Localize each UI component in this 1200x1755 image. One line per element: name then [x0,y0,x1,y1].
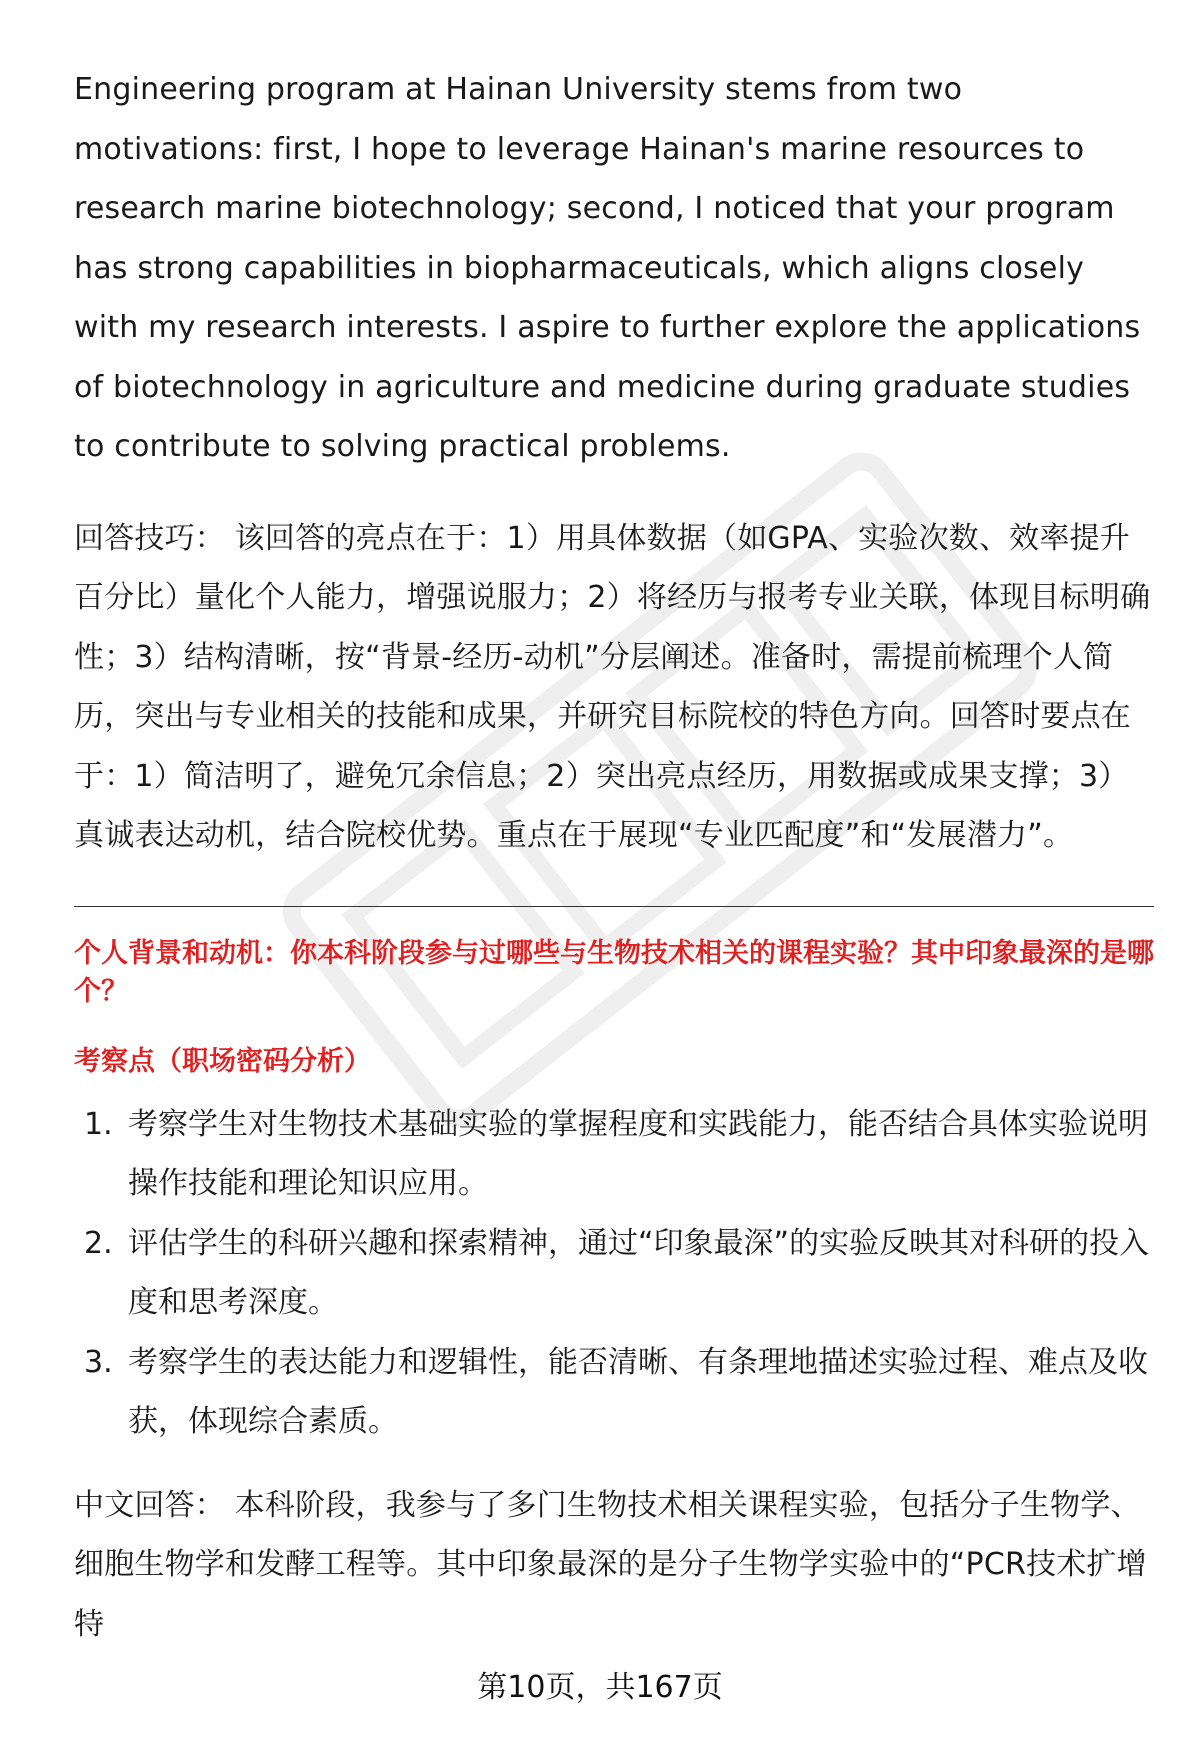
list-item-number: 3. [84,1344,113,1380]
question-title: 个人背景和动机：你本科阶段参与过哪些与生物技术相关的课程实验？其中印象最深的是哪个？ [74,937,1154,1007]
list-item [74,1333,1154,1452]
list-item-text: 考察学生对生物技术基础实验的掌握程度和实践能力，能否结合具体实验说明操作技能和理论知识应用。 [128,1106,1148,1201]
list-item-text: 考察学生的表达能力和逻辑性，能否清晰、有条理地描述实验过程、难点及收获，体现综合素质。 [128,1344,1148,1439]
assessment-list [74,1095,1154,1452]
tips-text: 该回答的亮点在于：1）用具体数据（如GPA、实验次数、效率提升百分比）量化个人能力，增强说服力；2）将经历与报考专业关联，体现目标明确性；3）结构清晰，按“背景-经历-动机”分层阐述。准备时，需提前梳理个人简历，突出与专业相关的技能和成果，并研究目标院校的特色方向。回答时要点在于：1）简洁明了，避免冗余信息；2）突出亮点经历，用数据或成果支撑；3）真诚表达动机，结合院校优势。重点在于展现“专业匹配度”和“发展潜力”。 [74,520,1151,853]
section-divider [74,906,1154,907]
intro-paragraph: Engineering program at Hainan University stems from two motivations: first, I hope to leverage Hainan's marine resources to research marine biotechnology; second, I noticed that your program has strong capabilities in biopharmaceuticals, which aligns closely with my research interests. I aspire to further explore the applications of biotechnology in agriculture and medicine during graduate studies to contribute to solving practical problems. [74,72,1141,464]
list-item-number: 2. [84,1225,113,1261]
page-number: 第10页，共167页 [477,1670,723,1705]
list-item [74,1095,1154,1214]
answer-label: 中文回答： [74,1487,225,1523]
tips-label: 回答技巧： [74,520,225,556]
list-item-text: 评估学生的科研兴趣和探索精神，通过“印象最深”的实验反映其对科研的投入度和思考深度。 [128,1225,1150,1320]
answer-text: 本科阶段，我参与了多门生物技术相关课程实验，包括分子生物学、细胞生物学和发酵工程等。其中印象最深的是分子生物学实验中的“PCR技术扩增特 [74,1487,1147,1642]
list-item-number: 1. [84,1106,113,1142]
list-item [74,1214,1154,1333]
document-page [74,60,1154,1654]
assessment-heading: 考察点（职场密码分析） [74,1045,371,1077]
answer-tips [74,509,1154,866]
chinese-answer [74,1476,1154,1655]
